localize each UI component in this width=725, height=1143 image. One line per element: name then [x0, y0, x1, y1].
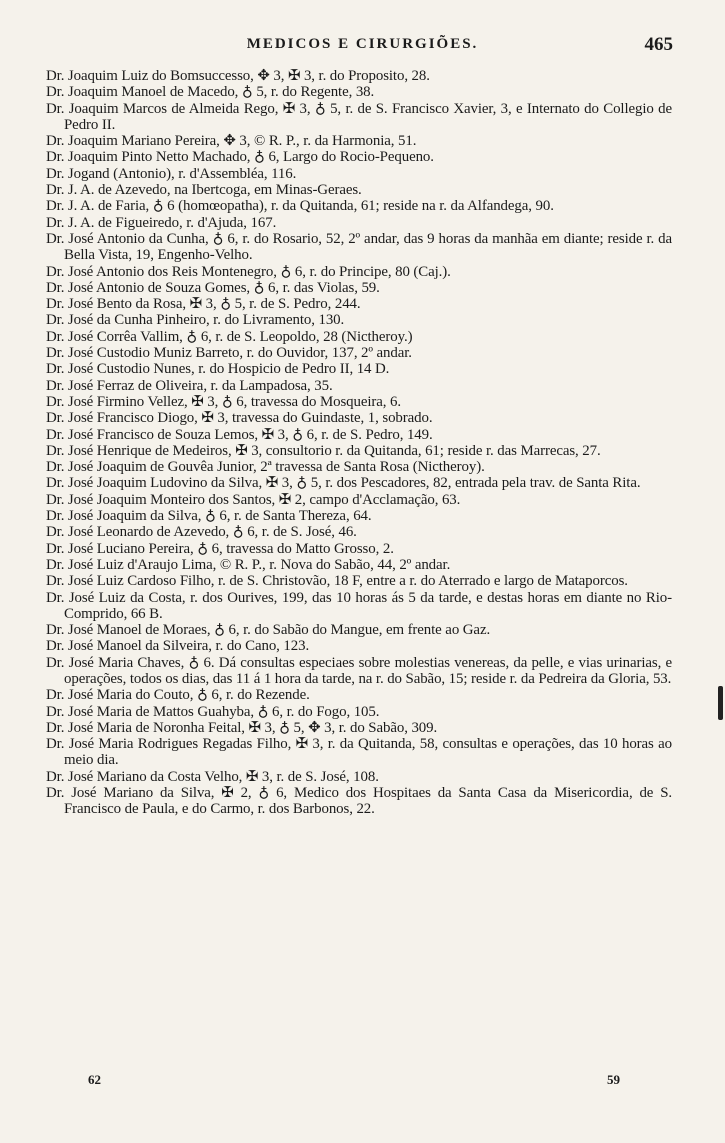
directory-entry: Dr. José Antonio da Cunha, ♁ 6, r. do Rosario, 52, 2º andar, das 9 horas da manhãa em diante; reside r. da Bella Vista, 19, Engenho-Velho.: [46, 230, 672, 264]
directory-entry: Dr. José Leonardo de Azevedo, ♁ 6, r. de S. José, 46.: [46, 524, 357, 541]
signature-mark-right: 59: [607, 1072, 620, 1087]
directory-entry: Dr. José Henrique de Medeiros, ✠ 3, consultorio r. da Quitanda, 61; reside r. das Marrecas, 27.: [46, 442, 601, 459]
directory-entry: Dr. José Luiz Cardoso Filho, r. de S. Christovão, 18 F, entre a r. do Aterrado e largo de Mataporcos.: [46, 573, 628, 590]
directory-entry: Dr. José Maria de Mattos Guahyba, ♁ 6, r. do Fogo, 105.: [46, 703, 380, 720]
directory-entry: Dr. Joaquim Pinto Netto Machado, ♁ 6, Largo do Rocio-Pequeno.: [46, 149, 434, 166]
directory-entry: Dr. José Luciano Pereira, ♁ 6, travessa do Matto Grosso, 2.: [46, 540, 394, 557]
directory-entry: Dr. J. A. de Faria, ♁ 6 (homœopatha), r. da Quitanda, 61; reside na r. da Alfandega, 90.: [46, 198, 554, 215]
directory-entry: Dr. José da Cunha Pinheiro, r. do Livramento, 130.: [46, 312, 345, 329]
margin-mark: [718, 686, 723, 720]
directory-entry: Dr. José Joaquim Monteiro dos Santos, ✠ 2, campo d'Acclamação, 63.: [46, 491, 461, 508]
page-number: 465: [644, 34, 673, 55]
directory-entry: Dr. J. A. de Figueiredo, r. d'Ajuda, 167.: [46, 214, 277, 231]
directory-entry: Dr. José Francisco Diogo, ✠ 3, travessa do Guindaste, 1, sobrado.: [46, 410, 433, 427]
directory-entry: Dr. Joaquim Luiz do Bomsuccesso, ✥ 3, ✠ 3, r. do Proposito, 28.: [46, 68, 430, 84]
directory-entry: Dr. José Firmino Vellez, ✠ 3, ♁ 6, travessa do Mosqueira, 6.: [46, 393, 401, 410]
directory-entry: Dr. José Custodio Nunes, r. do Hospicio de Pedro II, 14 D.: [46, 361, 390, 378]
page-footer: [0, 1072, 725, 1092]
directory-entry: Dr. J. A. de Azevedo, na Ibertcoga, em Minas-Geraes.: [46, 182, 362, 199]
directory-entry: Dr. José Manoel da Silveira, r. do Cano, 123.: [46, 638, 310, 655]
directory-entry: Dr. Jogand (Antonio), r. d'Assembléa, 116.: [46, 165, 297, 182]
directory-entry: Dr. José Joaquim da Silva, ♁ 6, r. de Santa Thereza, 64.: [46, 508, 372, 525]
directory-entry: Dr. José Luiz da Costa, r. dos Ourives, 199, das 10 horas ás 5 da tarde, e destas horas em diante no Rio-Comprido, 66 B.: [46, 589, 672, 622]
directory-entry: Dr. José Mariano da Costa Velho, ✠ 3, r. de S. José, 108.: [46, 768, 379, 785]
directory-entry: Dr. José Maria Chaves, ♁ 6. Dá consultas especiaes sobre molestias venereas, da pelle, e vias urinarias, e operações, todos os dias, das 11 á 1 hora da tarde, na r. do Sabão, 15; reside r. da Pedreira da Gloria, 53.: [46, 654, 672, 687]
page-header: [0, 34, 725, 60]
directory-entry: Dr. Joaquim Marcos de Almeida Rego, ✠ 3, ♁ 5, r. de S. Francisco Xavier, 3, e Internato do Collegio de Pedro II.: [46, 100, 672, 133]
directory-entry: Dr. José Maria Rodrigues Regadas Filho, ✠ 3, r. da Quitanda, 58, consultas e operações, das 10 horas ao meio dia.: [46, 736, 672, 769]
directory-entry: Dr. José Custodio Muniz Barreto, r. do Ouvidor, 137, 2º andar.: [46, 345, 412, 362]
directory-entry: Dr. José Manoel de Moraes, ♁ 6, r. do Sabão do Mangue, em frente ao Gaz.: [46, 622, 491, 639]
directory-entry: Dr. José Ferraz de Oliveira, r. da Lampadosa, 35.: [46, 377, 333, 394]
directory-entry: Dr. José Maria do Couto, ♁ 6, r. do Rezende.: [46, 687, 310, 704]
directory-entry: Dr. José Joaquim de Gouvêa Junior, 2ª travessa de Santa Rosa (Nictheroy).: [46, 459, 485, 476]
directory-entry: Dr. José Maria de Noronha Feital, ✠ 3, ♁ 5, ✥ 3, r. do Sabão, 309.: [46, 719, 438, 736]
directory-entry: Dr. José Corrêa Vallim, ♁ 6, r. de S. Leopoldo, 28 (Nictheroy.): [46, 328, 413, 345]
directory-entry: Dr. José Antonio dos Reis Montenegro, ♁ 6, r. do Principe, 80 (Caj.).: [46, 263, 451, 280]
running-title: MEDICOS E CIRURGIÕES.: [246, 36, 479, 52]
directory-entry: Dr. José Mariano da Silva, ✠ 2, ♁ 6, Medico dos Hospitaes da Santa Casa da Misericordia, de S. Francisco de Paula, e do Carmo, r. dos Barbonos, 22.: [46, 785, 672, 818]
directory-entry: Dr. José Bento da Rosa, ✠ 3, ♁ 5, r. de S. Pedro, 244.: [46, 296, 361, 313]
directory-entry: Dr. José Francisco de Souza Lemos, ✠ 3, ♁ 6, r. de S. Pedro, 149.: [46, 426, 433, 443]
signature-mark-left: 62: [88, 1072, 101, 1087]
directory-entry: Dr. Joaquim Manoel de Macedo, ♁ 5, r. do Regente, 38.: [46, 84, 375, 101]
directory-entries: [46, 68, 672, 818]
directory-entry: Dr. Joaquim Mariano Pereira, ✥ 3, © R. P., r. da Harmonia, 51.: [46, 133, 417, 150]
directory-entry: Dr. José Antonio de Souza Gomes, ♁ 6, r. das Violas, 59.: [46, 279, 380, 296]
directory-entry: Dr. José Luiz d'Araujo Lima, © R. P., r. Nova do Sabão, 44, 2º andar.: [46, 556, 451, 573]
directory-entry: Dr. José Joaquim Ludovino da Silva, ✠ 3, ♁ 5, r. dos Pescadores, 82, entrada pela trav. de Santa Rita.: [46, 475, 641, 492]
